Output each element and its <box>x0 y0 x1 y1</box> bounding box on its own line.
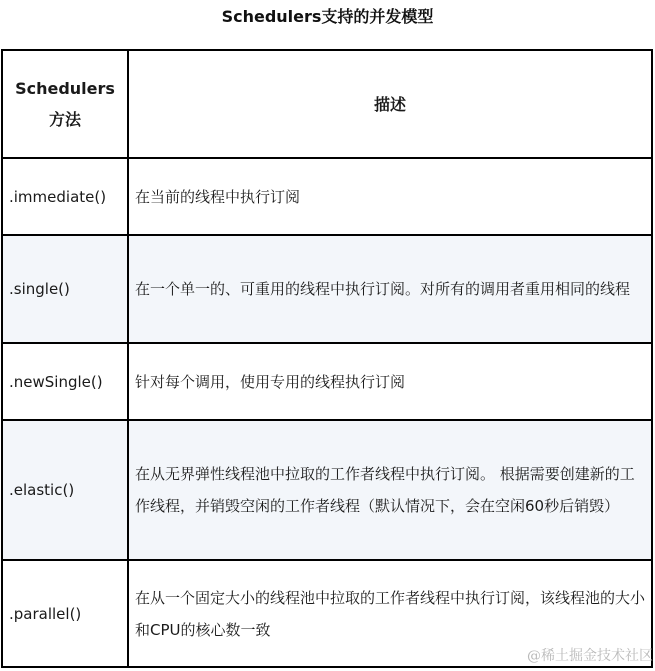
description-cell: 在当前的线程中执行订阅 <box>128 158 652 235</box>
table-row <box>2 235 652 343</box>
table-title: Schedulers支持的并发模型 <box>221 7 434 26</box>
method-cell: .parallel() <box>2 560 128 667</box>
header-method <box>2 50 128 158</box>
method-cell: .immediate() <box>2 158 128 235</box>
method-cell: .elastic() <box>2 420 128 560</box>
header-method-line2: 方法 <box>48 110 81 129</box>
method-cell: .newSingle() <box>2 343 128 420</box>
method-cell: .single() <box>2 235 128 343</box>
table-row <box>2 343 652 420</box>
description-cell: 在一个单一的、可重用的线程中执行订阅。对所有的调用者重用相同的线程 <box>128 235 652 343</box>
description-cell: 针对每个调用，使用专用的线程执行订阅 <box>128 343 652 420</box>
schedulers-table <box>1 49 653 668</box>
table-header-row <box>2 50 652 158</box>
header-method-line1: Schedulers <box>15 79 115 98</box>
header-description: 描述 <box>128 50 652 158</box>
table-row <box>2 158 652 235</box>
description-cell: 在从一个固定大小的线程池中拉取的工作者线程中执行订阅，该线程池的大小和CPU的核心数一致 <box>128 560 652 667</box>
watermark: @稀土掘金技术社区 <box>527 648 653 664</box>
table-row <box>2 420 652 560</box>
description-cell: 在从无界弹性线程池中拉取的工作者线程中执行订阅。 根据需要创建新的工作线程，并销毁空闲的工作者线程（默认情况下，会在空闲60秒后销毁） <box>128 420 652 560</box>
